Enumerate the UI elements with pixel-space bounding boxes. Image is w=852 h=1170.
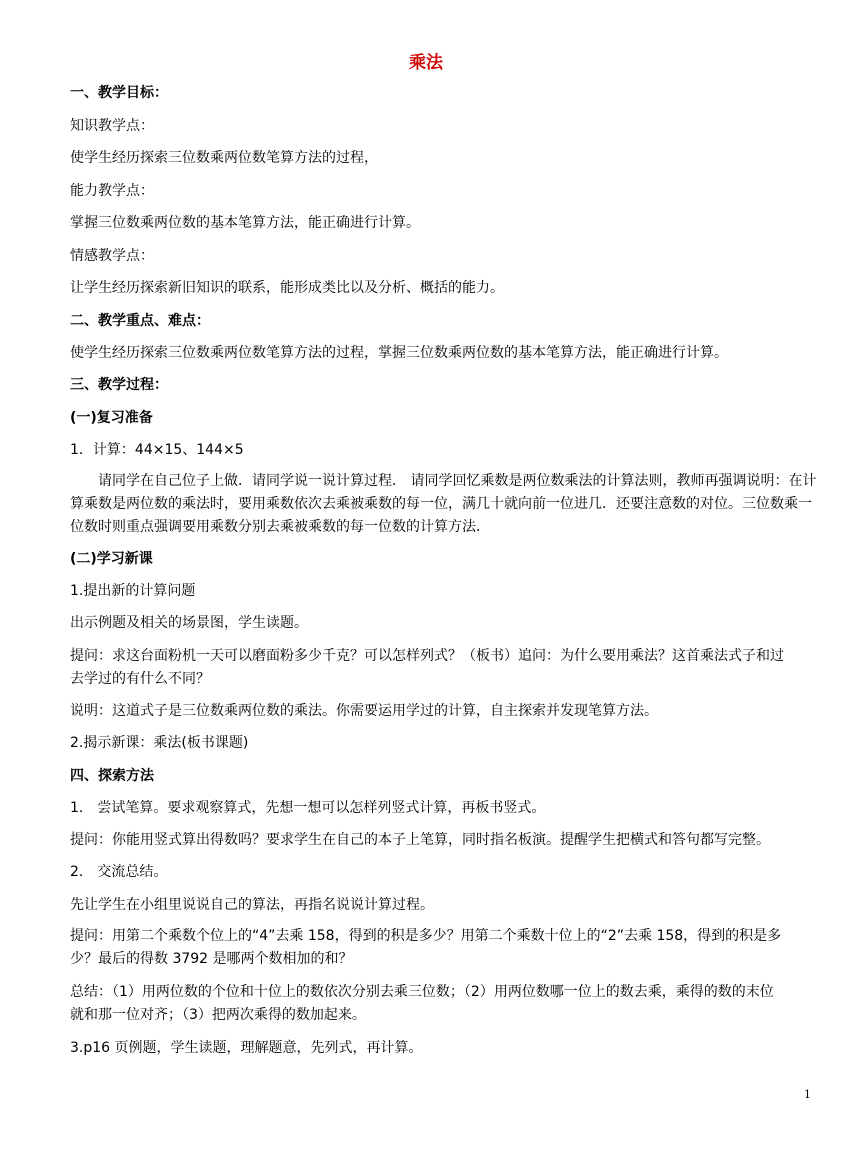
explore-item-4: 先让学生在小组里说说自己的算法，再指名说说计算过程。 xyxy=(70,897,434,913)
review-paragraph-line-3: 位数时则重点强调要用乘数分别去乘被乘数的每一位数的计算方法． xyxy=(70,519,490,535)
page-title: 乘法 xyxy=(409,53,443,73)
ability-point-label: 能力教学点： xyxy=(70,183,154,199)
review-paragraph xyxy=(70,470,820,539)
question-paragraph-line-1: 提问：求这台面粉机一天可以磨面粉多少千克？可以怎样列式？（板书）追问：为什么要用乘法？这首乘法式子和过 xyxy=(70,648,784,664)
section-heading-key-points: 二、教学重点、难点： xyxy=(70,313,210,329)
explore-item-3: 2. 交流总结。 xyxy=(70,864,168,880)
key-points-text: 使学生经历探索三位数乘两位数笔算方法的过程，掌握三位数乘两位数的基本笔算方法，能正确进行计算。 xyxy=(70,345,728,361)
question-paragraph-line-2: 去学过的有什么不同？ xyxy=(70,671,210,687)
review-paragraph-line-1: 请同学在自己位子上做．请同学说一说计算过程． 请同学回忆乘数是两位数乘法的计算法则，教师再强调说明：在计 xyxy=(98,473,817,489)
summary-line-1: 总结：（1）用两位数的个位和十位上的数依次分别去乘三位数；（2）用两位数哪一位上的数去乘，乘得的数的末位 xyxy=(70,984,774,1000)
subsection-new-lesson: (二)学习新课 xyxy=(70,551,153,567)
explore-item-1: 1. 尝试笔算。要求观察算式，先想一想可以怎样列竖式计算，再板书竖式。 xyxy=(70,800,546,816)
reveal-new-lesson: 2.揭示新课：乘法(板书课题) xyxy=(70,735,249,751)
explore-item-5: 3.p16 页例题，学生读题，理解题意，先列式，再计算。 xyxy=(70,1040,423,1056)
subsection-review: (一)复习准备 xyxy=(70,410,153,426)
explore-question-line-1: 提问：用第二个乘数个位上的“4”去乘 158，得到的积是多少？用第二个乘数十位上的“2”去乘 158，得到的积是多 xyxy=(70,928,782,944)
new-lesson-item-2: 出示例题及相关的场景图，学生读题。 xyxy=(70,615,308,631)
review-item-1: 1．计算：44×15、144×5 xyxy=(70,442,244,458)
explanation-text: 说明：这道式子是三位数乘两位数的乘法。你需要运用学过的计算，自主探索并发现笔算方法。 xyxy=(70,703,658,719)
summary-paragraph xyxy=(70,981,820,1027)
emotion-point-label: 情感教学点： xyxy=(70,248,154,264)
emotion-point-text: 让学生经历探索新旧知识的联系，能形成类比以及分析、概括的能力。 xyxy=(70,280,504,296)
explore-item-2: 提问：你能用竖式算出得数吗？要求学生在自己的本子上笔算，同时指名板演。提醒学生把横式和答句都写完整。 xyxy=(70,832,770,848)
explore-question-paragraph xyxy=(70,925,820,971)
review-paragraph-line-2: 算乘数是两位数的乘法时，要用乘数依次去乘被乘数的每一位，满几十就向前一位进几．还要注意数的对位。三位数乘一 xyxy=(70,496,812,512)
section-heading-explore: 四、探索方法 xyxy=(70,768,154,784)
section-heading-process: 三、教学过程： xyxy=(70,377,168,393)
page-number: 1 xyxy=(804,1088,811,1101)
question-paragraph xyxy=(70,645,820,691)
section-heading-objectives: 一、教学目标： xyxy=(70,85,168,101)
summary-line-2: 就和那一位对齐；（3）把两次乘得的数加起来。 xyxy=(70,1007,366,1023)
knowledge-point-label: 知识教学点： xyxy=(70,118,154,134)
explore-question-line-2: 少？最后的得数 3792 是哪两个数相加的和？ xyxy=(70,951,353,967)
ability-point-text: 掌握三位数乘两位数的基本笔算方法，能正确进行计算。 xyxy=(70,215,420,231)
new-lesson-item-1: 1.提出新的计算问题 xyxy=(70,583,196,599)
knowledge-point-text: 使学生经历探索三位数乘两位数笔算方法的过程， xyxy=(70,150,378,166)
